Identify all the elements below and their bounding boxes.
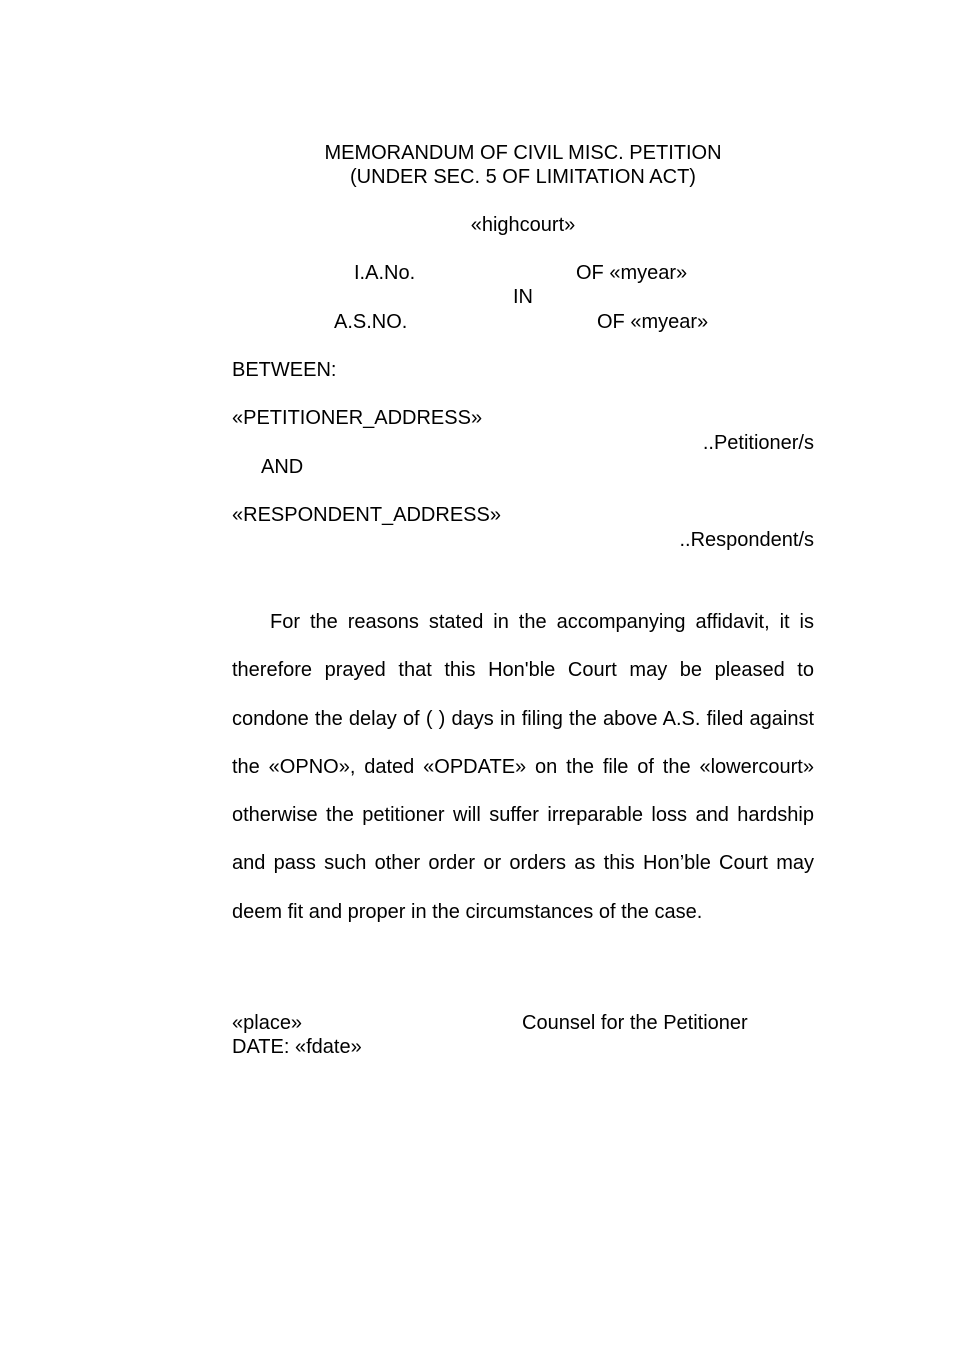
title-line-2: (UNDER SEC. 5 OF LIMITATION ACT) [350, 166, 696, 188]
and-label: AND [261, 456, 304, 478]
respondent-role: ..Respondent/s [679, 529, 814, 551]
petitioner-address: «PETITIONER_ADDRESS» [232, 407, 483, 429]
respondent-address: «RESPONDENT_ADDRESS» [232, 504, 501, 526]
prayer-paragraph: For the reasons stated in the accompanying affidavit, it is therefore prayed that this Hon'ble Court may be pleased to condone the delay of ( ) days in filing the above A.S. filed against the «OPNO», dated «OPDATE» on the file of the «lowercourt» otherwise the petitioner will suffer irreparable loss and hardship and pass such other order or orders as this Hon’ble Court may deem fit and proper in the circumstances of the case. [232, 611, 814, 923]
between-label: BETWEEN: [232, 359, 337, 381]
signature-counsel: Counsel for the Petitioner [522, 1012, 748, 1034]
ia-number-label: I.A.No. [354, 262, 416, 284]
as-year: OF «myear» [597, 311, 709, 333]
in-label: IN [513, 286, 533, 308]
petitioner-role: ..Petitioner/s [702, 432, 814, 454]
title-line-1: MEMORANDUM OF CIVIL MISC. PETITION [324, 142, 722, 164]
as-number-label: A.S.NO. [334, 311, 408, 333]
signature-date: DATE: «fdate» [232, 1036, 362, 1058]
court-name: «highcourt» [470, 214, 576, 236]
signature-place: «place» [232, 1012, 303, 1034]
ia-year: OF «myear» [576, 262, 688, 284]
